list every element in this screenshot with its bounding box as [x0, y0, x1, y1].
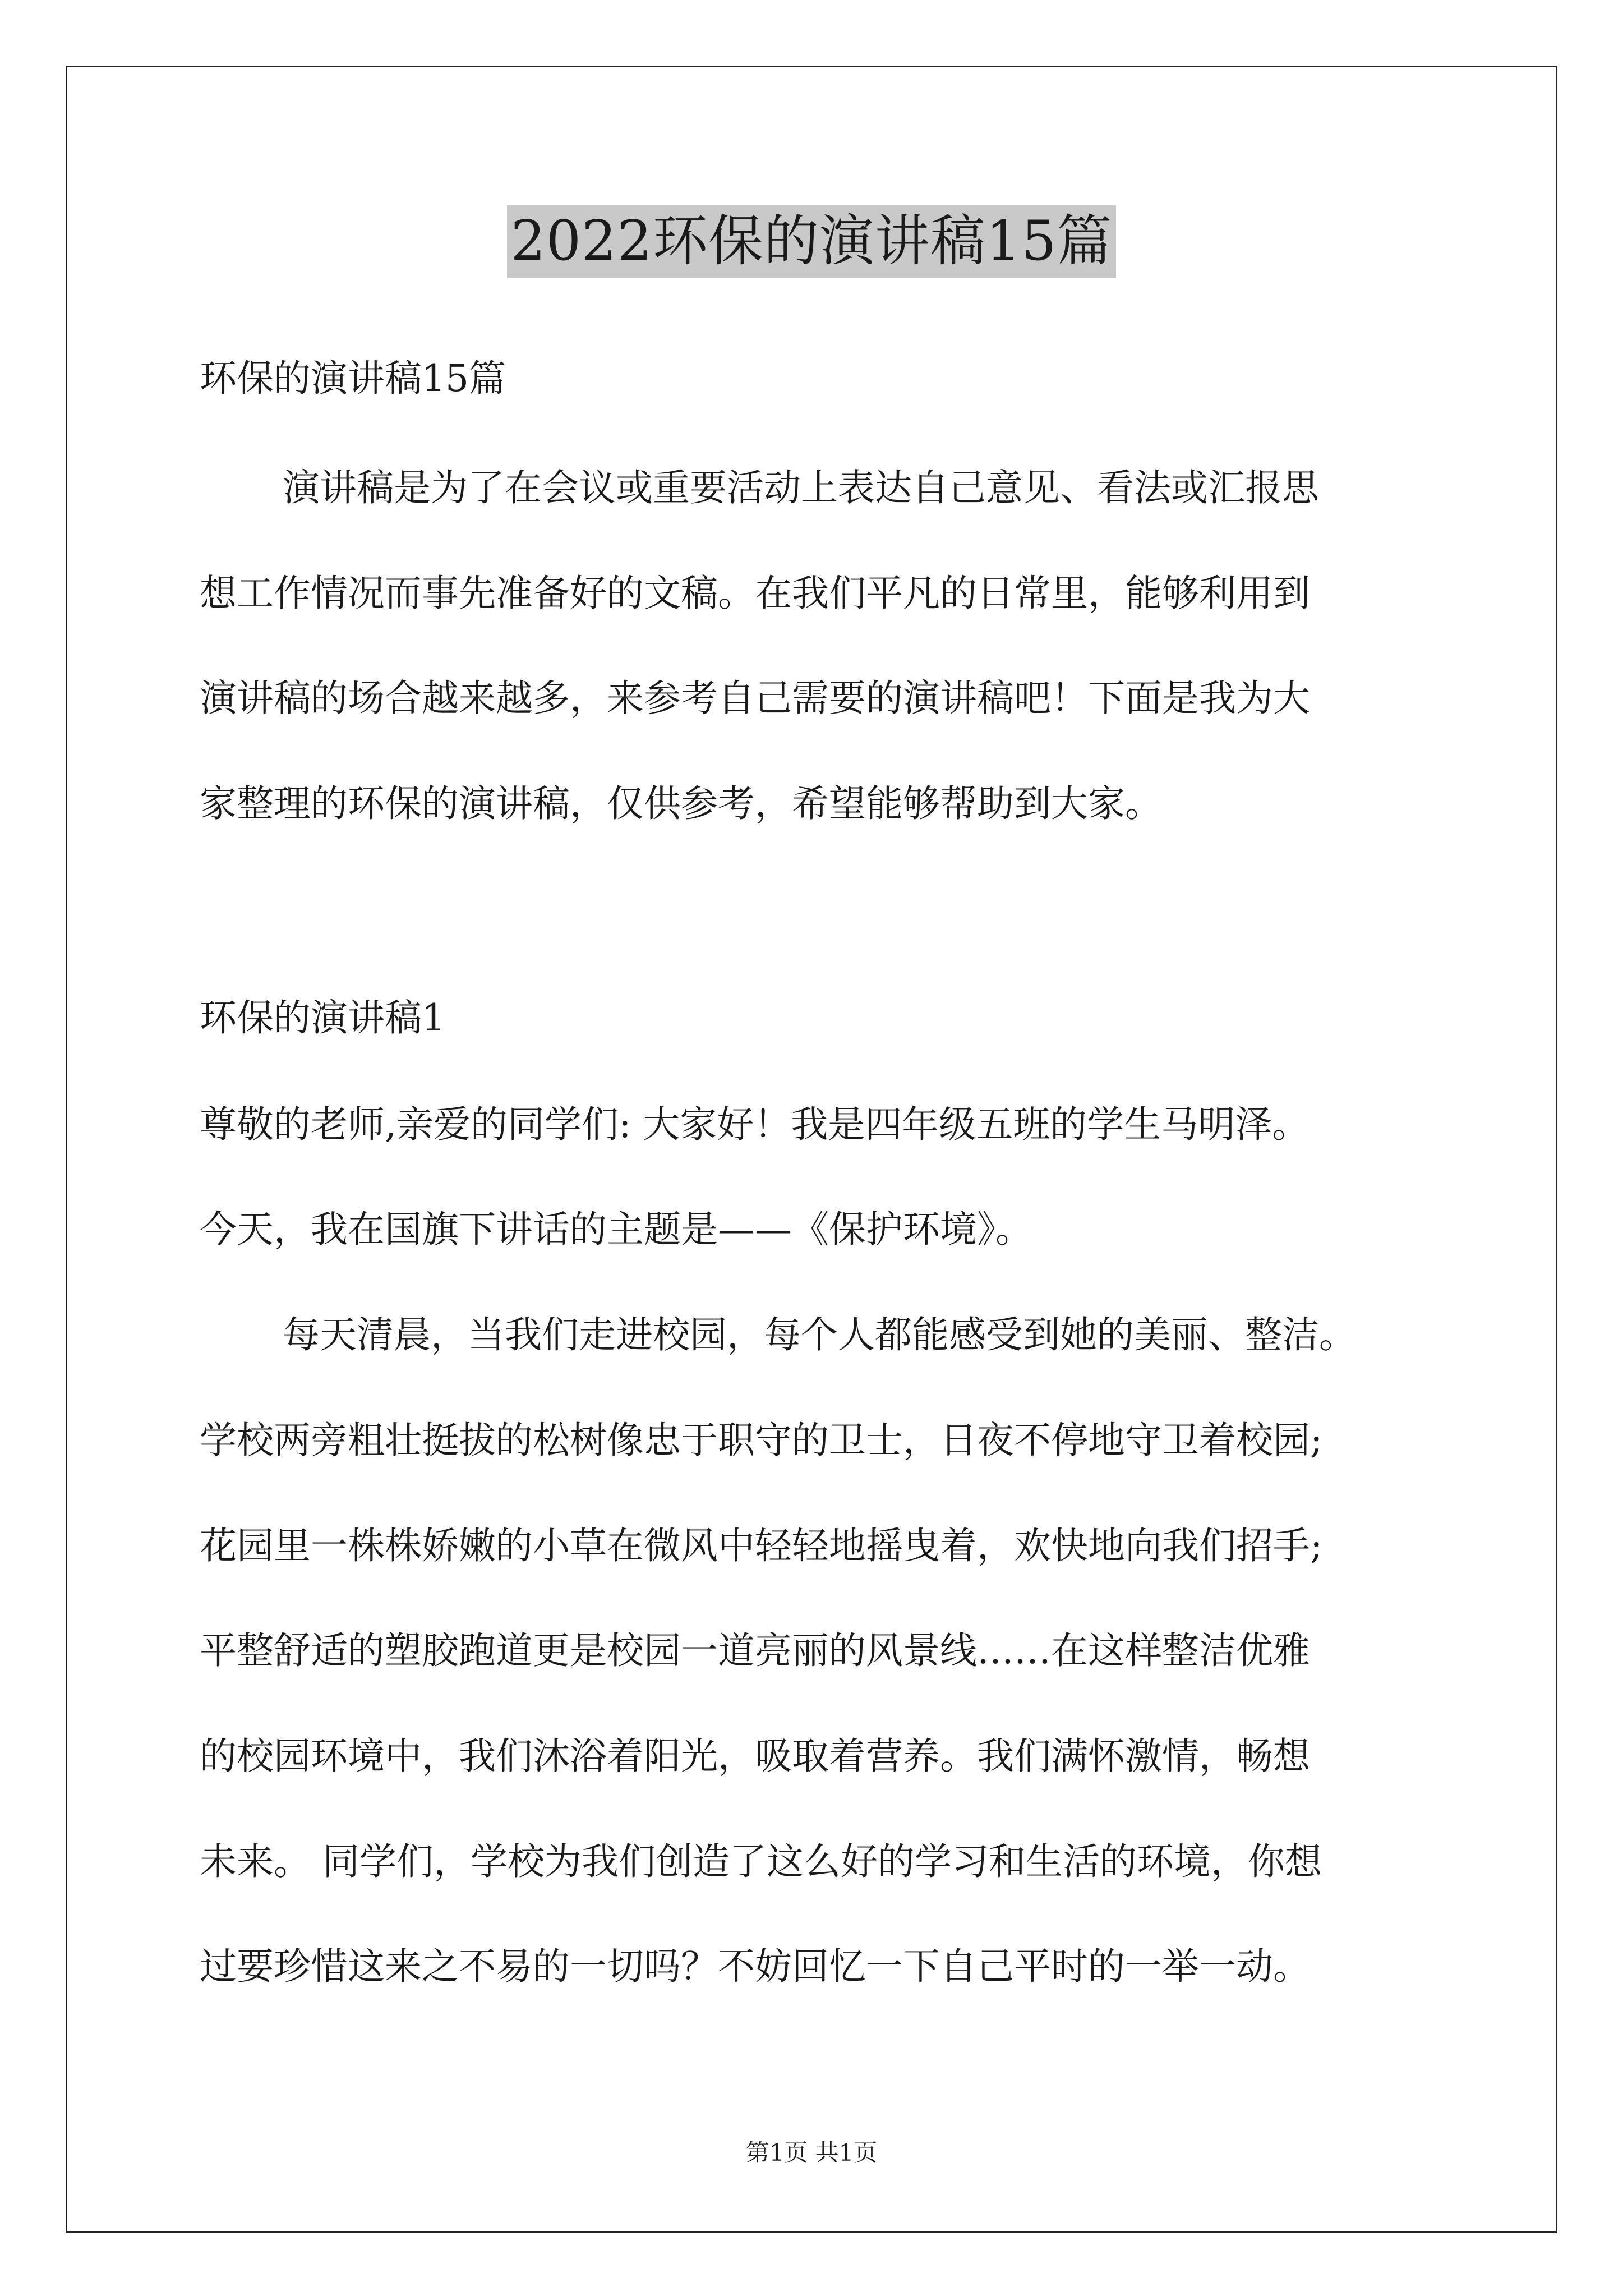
intro-line-3: 演讲稿的场合越来越多，来参考自己需要的演讲稿吧！下面是我为大 [200, 677, 1310, 720]
body-line-2: 学校两旁粗壮挺拔的松树像忠于职守的卫士，日夜不停地守卫着校园; [200, 1419, 1323, 1462]
intro-line-1: 演讲稿是为了在会议或重要活动上表达自己意见、看法或汇报思 [283, 466, 1319, 509]
intro-line-4: 家整理的环保的演讲稿，仅供参考，希望能够帮助到大家。 [200, 782, 1162, 825]
greeting-line-2: 今天，我在国旗下讲话的主题是——《保护环境》。 [200, 1208, 1032, 1251]
title-container [0, 205, 1623, 278]
section-heading: 环保的演讲稿1 [200, 996, 445, 1039]
document-subtitle: 环保的演讲稿15篇 [200, 357, 506, 400]
body-line-6: 未来。 同学们，学校为我们创造了这么好的学习和生活的环境，你想 [200, 1840, 1322, 1883]
intro-line-2: 想工作情况而事先准备好的文稿。在我们平凡的日常里，能够利用到 [200, 572, 1310, 615]
document-title: 2022环保的演讲稿15篇 [507, 205, 1115, 278]
body-line-7: 过要珍惜这来之不易的一切吗？不妨回忆一下自己平时的一举一动。 [200, 1945, 1310, 1988]
body-line-1: 每天清晨，当我们走进校园，每个人都能感受到她的美丽、整洁。 [283, 1313, 1356, 1356]
page-footer: 第1页 共1页 [745, 2139, 878, 2166]
body-line-5: 的校园环境中，我们沐浴着阳光，吸取着营养。我们满怀激情，畅想 [200, 1734, 1310, 1778]
greeting-line-1: 尊敬的老师,亲爱的同学们: 大家好！我是四年级五班的学生马明泽。 [200, 1103, 1310, 1146]
body-line-4: 平整舒适的塑胶跑道更是校园一道亮丽的风景线……在这样整洁优雅 [200, 1629, 1310, 1672]
body-line-3: 花园里一株株娇嫩的小草在微风中轻轻地摇曳着，欢快地向我们招手; [200, 1524, 1323, 1567]
